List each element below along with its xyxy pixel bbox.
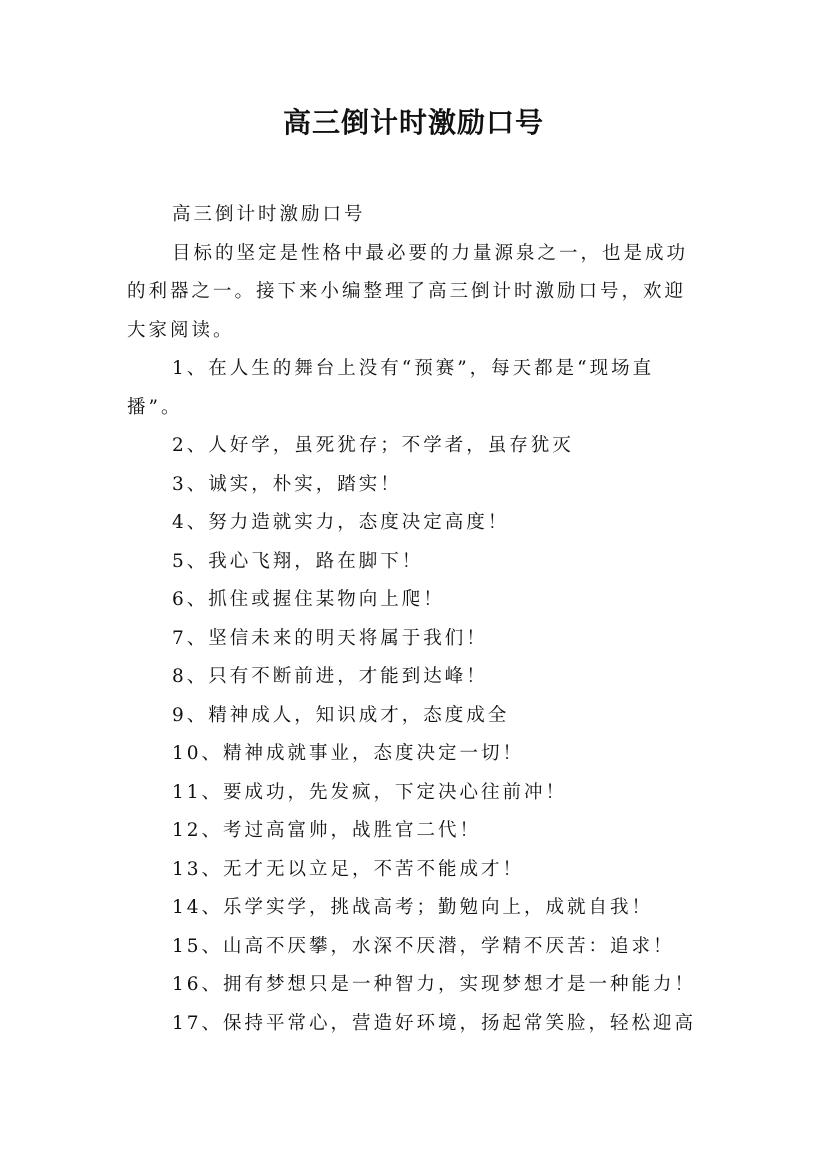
document-title: 高三倒计时激励口号 <box>282 106 544 139</box>
slogan-item-5: 5、我心飞翔，路在脚下！ <box>172 550 424 572</box>
slogan-item-8: 8、只有不断前进，才能到达峰！ <box>172 666 488 687</box>
slogan-item-16: 16、拥有梦想只是一种智力，实现梦想才是一种能力！ <box>172 974 697 995</box>
slogan-item-10: 10、精神成就事业，态度决定一切！ <box>172 743 525 764</box>
slogan-item-1: 1、在人生的舞台上没有“预赛”，每天都是“现场直播”。 <box>127 358 655 418</box>
slogan-item-2: 2、人好学，虽死犹存；不学者，虽存犹灭 <box>172 435 574 456</box>
subtitle-paragraph: 高三倒计时激励口号 <box>172 204 366 225</box>
document-body <box>127 196 707 1043</box>
slogan-item-3: 3、诚实，朴实，踏实！ <box>172 473 402 495</box>
intro-paragraph: 目标的坚定是性格中最必要的力量源泉之一，也是成功的利器之一。接下来小编整理了高三倒计时激励口号，欢迎大家阅读。 <box>127 242 689 341</box>
slogan-item-15: 15、山高不厌攀，水深不厌潜，学精不厌苦：追求！ <box>172 935 675 957</box>
slogan-item-6: 6、抓住或握住某物向上爬！ <box>172 589 445 610</box>
slogan-item-17: 17、保持平常心，营造好环境，扬起常笑脸，轻松迎高 <box>172 1012 697 1034</box>
slogan-item-14: 14、乐学实学，挑战高考；勤勉向上，成就自我！ <box>172 897 654 918</box>
slogan-item-13: 13、无才无以立足，不苦不能成才！ <box>172 858 525 880</box>
slogan-item-11: 11、要成功，先发疯，下定决心往前冲！ <box>172 781 568 803</box>
slogan-item-4: 4、努力造就实力，态度决定高度！ <box>172 512 510 533</box>
slogan-item-9: 9、精神成人，知识成才，态度成全 <box>172 704 510 726</box>
slogan-item-7: 7、坚信未来的明天将属于我们！ <box>172 627 488 649</box>
slogan-item-12: 12、考过高富帅，战胜官二代！ <box>172 820 482 841</box>
